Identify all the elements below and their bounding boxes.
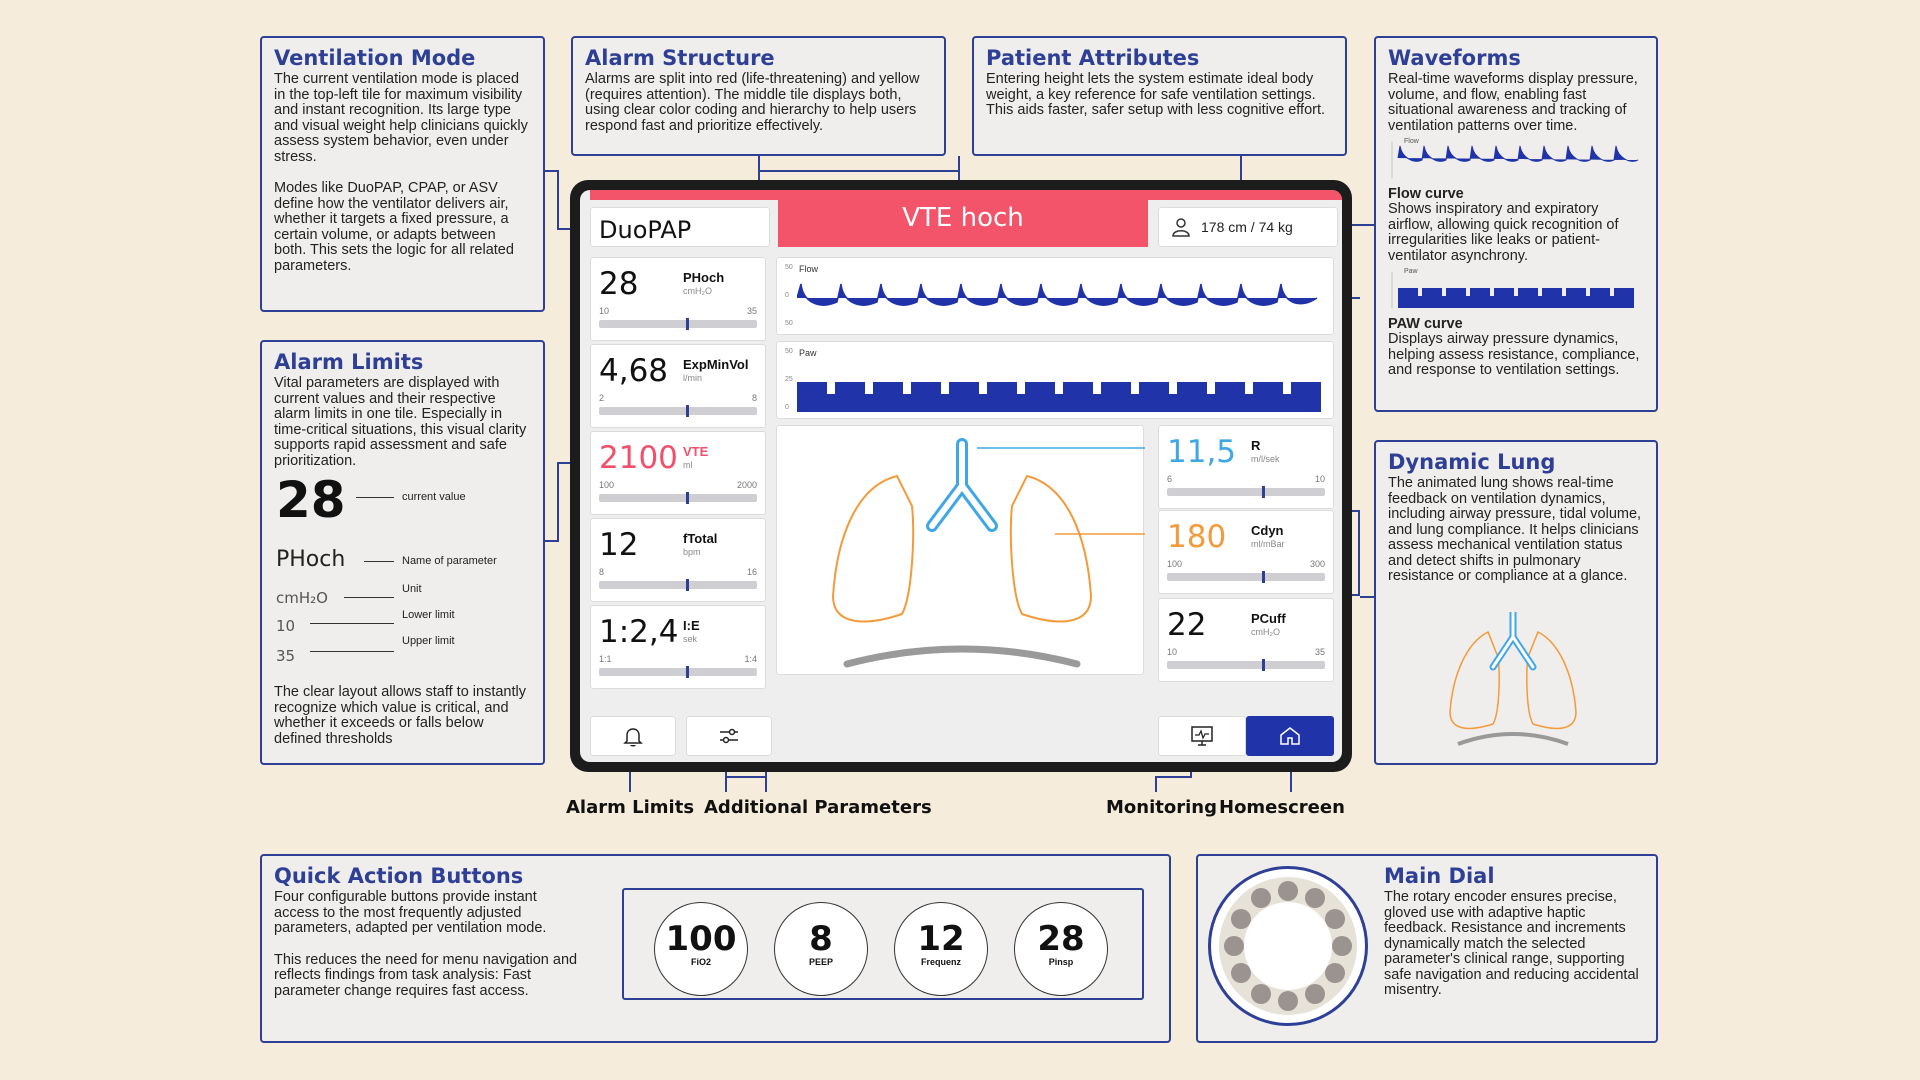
param-upper: 35 [1314,647,1325,657]
connector-line [758,170,960,172]
param-value: 22 [1167,607,1207,643]
param-marker [686,579,689,591]
mini-paw-label: Paw [1404,268,1418,275]
annotation-text: The animated lung shows real-time feedback on ventilation dynamics, including airway pressure, tidal volume, and lung compliance. It helps clinicians assess mechanical ventilation status and detect shifts in pulmonary resistance or compliance at a glance. [1388,475,1642,584]
annotation-text: Real-time waveforms display pressure, volume, and flow, enabling fast situational awareness and tracking of ventilation patterns over time. [1388,71,1638,134]
param-tile-expminvol[interactable] [590,344,766,428]
param-upper: 1:4 [744,654,757,664]
quick-button-pinsp[interactable] [1014,902,1108,996]
legend-lower: 10 [276,617,296,635]
sliders-icon [717,724,741,748]
param-lower: 1:1 [599,654,612,664]
bell-icon [621,724,645,748]
param-name: Cdyn [1251,523,1284,538]
quick-button-label: FiO2 [690,957,711,967]
annotation-text: The current ventilation mode is placed in the top-left tile for maximum visibility and instant recognition. Its large type and visual weight help clinicians quickly assess system behavior, even under stress. [274,71,528,165]
param-tile-ftotal[interactable] [590,518,766,602]
patient-info: 178 cm / 74 kg [1201,219,1293,235]
param-upper: 10 [1314,474,1325,484]
main-dial[interactable] [1208,866,1368,1026]
param-value: 11,5 [1167,434,1237,470]
annotation-text: The clear layout allows staff to instantly recognize which value is critical, and whether it exceeds or falls below defined thresholds [274,684,526,747]
annotation-waveforms [1374,36,1658,412]
connector-line [1155,776,1157,792]
annotation-title: Alarm Structure [585,46,775,70]
legend-upper-label: Upper limit [402,635,455,647]
legend-param-name: PHoch [276,547,346,572]
ventilation-mode-tile[interactable]: DuoPAP [590,207,770,247]
param-name: I:E [683,618,700,633]
param-name: R [1251,438,1261,453]
param-lower: 6 [1167,474,1173,484]
monitoring-button[interactable] [1158,716,1246,756]
quick-button-fio2[interactable] [654,902,748,996]
annotation-text: Entering height lets the system estimate ideal body weight, a key reference for safe ventilation settings. This aids faster, safer setup with less cognitive effort. [986,71,1326,118]
additional-parameters-button[interactable] [686,716,772,756]
param-tile-vte[interactable] [590,431,766,515]
caption-monitoring: Monitoring [1106,797,1217,818]
flow-waveform [776,257,1334,335]
param-value: 12 [599,527,639,563]
flow-wave [797,270,1327,330]
legend-unit: cmH₂O [276,589,328,607]
ventilator-device [570,180,1352,772]
caption-alarm-limits: Alarm Limits [566,797,695,818]
param-lower: 100 [1167,559,1183,569]
param-marker [686,492,689,504]
connector-line [545,170,559,230]
person-icon [1171,217,1191,237]
param-unit: sek [683,634,698,644]
quick-button-label: PEEP [808,957,833,967]
paw-tick: 0 [785,404,789,411]
quick-button-label: Frequenz [920,957,961,967]
annotation-text: Modes like DuoPAP, CPAP, or ASV define how the ventilator delivers air, whether it targets a fixed pressure, a certain volume, or adapts between both. This sets the logic for all related parameters. [274,180,514,274]
param-upper: 16 [746,567,757,577]
quick-button-peep[interactable] [774,902,868,996]
param-value: 2100 [599,440,678,476]
flow-label: Flow [799,264,819,274]
param-marker [1262,571,1265,583]
annotation-text: Four configurable buttons provide instant access to the most frequently adjusted parameters, adapted per ventilation mode. [274,889,547,936]
legend-line [344,597,394,598]
param-marker [1262,659,1265,671]
param-value: 1:2,4 [599,614,679,650]
quick-action-bar [622,888,1144,1000]
annotation-title: Waveforms [1388,46,1521,70]
quick-button-label: Pinsp [1048,957,1074,967]
dynamic-lung-tile [776,425,1144,675]
legend-current-value: 28 [276,471,346,529]
mini-paw-curve [1388,268,1644,312]
legend-line [310,623,394,624]
param-marker [686,318,689,330]
annotation-title: Ventilation Mode [274,46,476,70]
param-tile-cdyn[interactable] [1158,510,1334,594]
alarm-limits-legend [274,469,531,685]
home-icon [1278,724,1302,748]
param-upper: 35 [746,306,757,316]
annotation-text: Displays airway pressure dynamics, helping assess resistance, compliance, and response to ventilation settings. [1388,331,1640,378]
quick-button-value: 28 [1037,919,1085,959]
homescreen-button[interactable] [1246,716,1334,756]
annotation-title: Dynamic Lung [1388,450,1556,474]
annotation-text: This reduces the need for menu navigation and reflects findings from task analysis: Fast parameter change requires fast access. [274,951,578,999]
legend-upper: 35 [276,647,296,665]
param-name: fTotal [683,531,718,546]
param-lower: 10 [1167,647,1178,657]
ventilator-screen [580,190,1342,762]
legend-line [356,497,394,498]
quick-button-value: 100 [665,919,737,959]
annotation-alarm-limits [260,340,545,765]
param-bar [1167,488,1325,496]
param-unit: l/min [683,373,703,383]
paw-tick: 50 [785,348,793,355]
paw-waveform [776,341,1334,419]
param-tile-phoch[interactable] [590,257,766,341]
connector-line [1155,776,1192,778]
param-unit: cmH₂O [1251,627,1280,637]
param-name: ExpMinVol [683,357,749,372]
param-upper: 2000 [736,480,757,490]
flow-tick: 50 [785,320,793,327]
param-lower: 10 [599,306,610,316]
param-unit: cmH₂O [683,286,712,296]
param-unit: m/l/sek [1251,454,1280,464]
quick-button-frequenz[interactable] [894,902,988,996]
connector-line [545,462,559,542]
dial-grip-icon [1211,869,1365,1023]
annotation-title: Quick Action Buttons [274,864,524,888]
alarm-limits-button[interactable] [590,716,676,756]
param-tile-pcuff[interactable] [1158,598,1334,682]
connector-line [1360,596,1374,598]
param-bar [599,668,757,676]
param-name: PHoch [683,270,725,285]
quick-button-value: 8 [809,919,833,959]
legend-line [364,561,394,562]
flow-tick: 0 [785,292,789,299]
legend-current-value-label: current value [402,491,466,503]
paw-curve-title: PAW curve [1388,316,1463,332]
annotation-title: Patient Attributes [986,46,1200,70]
param-value: 4,68 [599,353,669,389]
mini-paw-wave [1388,268,1648,312]
param-tile-r[interactable] [1158,425,1334,509]
annotation-title: Main Dial [1384,864,1495,888]
param-lower: 100 [599,480,615,490]
mini-lung-illustration [1438,612,1588,752]
param-name: PCuff [1251,611,1286,626]
caption-additional-parameters: Additional Parameters [704,797,932,818]
param-marker [686,666,689,678]
annotation-text: Alarms are split into red (life-threatening) and yellow (requires attention). The middle tile displays both, using clear color coding and hierarchy to help users respond fast and prioritize effectively. [585,71,920,134]
paw-label: Paw [799,348,817,358]
param-marker [1262,486,1265,498]
paw-wave [797,354,1327,414]
param-upper: 8 [751,393,757,403]
annotation-title: Alarm Limits [274,350,424,374]
param-marker [686,405,689,417]
patient-attributes-tile[interactable] [1158,207,1338,247]
param-unit: bpm [683,547,701,557]
annotation-dynamic-lung [1374,440,1658,765]
annotation-main-dial [1196,854,1658,1043]
annotation-text: The rotary encoder ensures precise, gloved use with adaptive haptic feedback. Resistance and increments dynamically match the selected parameter's clinical range, supporting safe navigation and reducing accidental misentry. [1384,889,1639,998]
flow-tick: 50 [785,264,793,271]
legend-lower-label: Lower limit [402,609,455,621]
caption-homescreen: Homescreen [1219,797,1345,818]
paw-tick: 25 [785,376,793,383]
param-bar [599,494,757,502]
annotation-text: Vital parameters are displayed with current values and their respective alarm limits in one tile. Especially in time-critical situations, this visual clarity supports rapid assessment and safe prioritization. [274,375,527,469]
legend-param-name-label: Name of parameter [402,555,497,567]
lung-illustration [777,426,1145,676]
legend-line [310,651,394,652]
alarm-tile[interactable]: VTE hoch [778,190,1148,247]
param-value: 28 [599,266,639,302]
annotation-patient-attributes [972,36,1347,156]
quick-button-value: 12 [917,919,965,959]
mini-flow-curve [1388,138,1644,182]
param-bar [599,320,757,328]
mini-flow-wave [1388,138,1648,182]
param-bar [599,407,757,415]
param-bar [599,581,757,589]
mini-flow-label: Flow [1404,138,1419,145]
param-bar [1167,573,1325,581]
annotation-alarm-structure [571,36,946,156]
param-upper: 300 [1309,559,1325,569]
param-bar [1167,661,1325,669]
annotation-ventilation-mode [260,36,545,312]
flow-curve-title: Flow curve [1388,186,1464,202]
legend-unit-label: Unit [402,583,422,595]
param-tile-ie[interactable] [590,605,766,689]
param-lower: 2 [599,393,605,403]
param-unit: ml/mBar [1251,539,1285,549]
monitor-icon [1189,724,1215,748]
connector-line [725,776,767,778]
param-lower: 8 [599,567,605,577]
param-unit: ml [683,460,693,470]
annotation-text: Shows inspiratory and expiratory airflow, allowing quick recognition of irregularities like leaks or patient-ventilator asynchrony. [1388,201,1619,264]
param-name: VTE [683,444,709,459]
param-value: 180 [1167,519,1227,555]
